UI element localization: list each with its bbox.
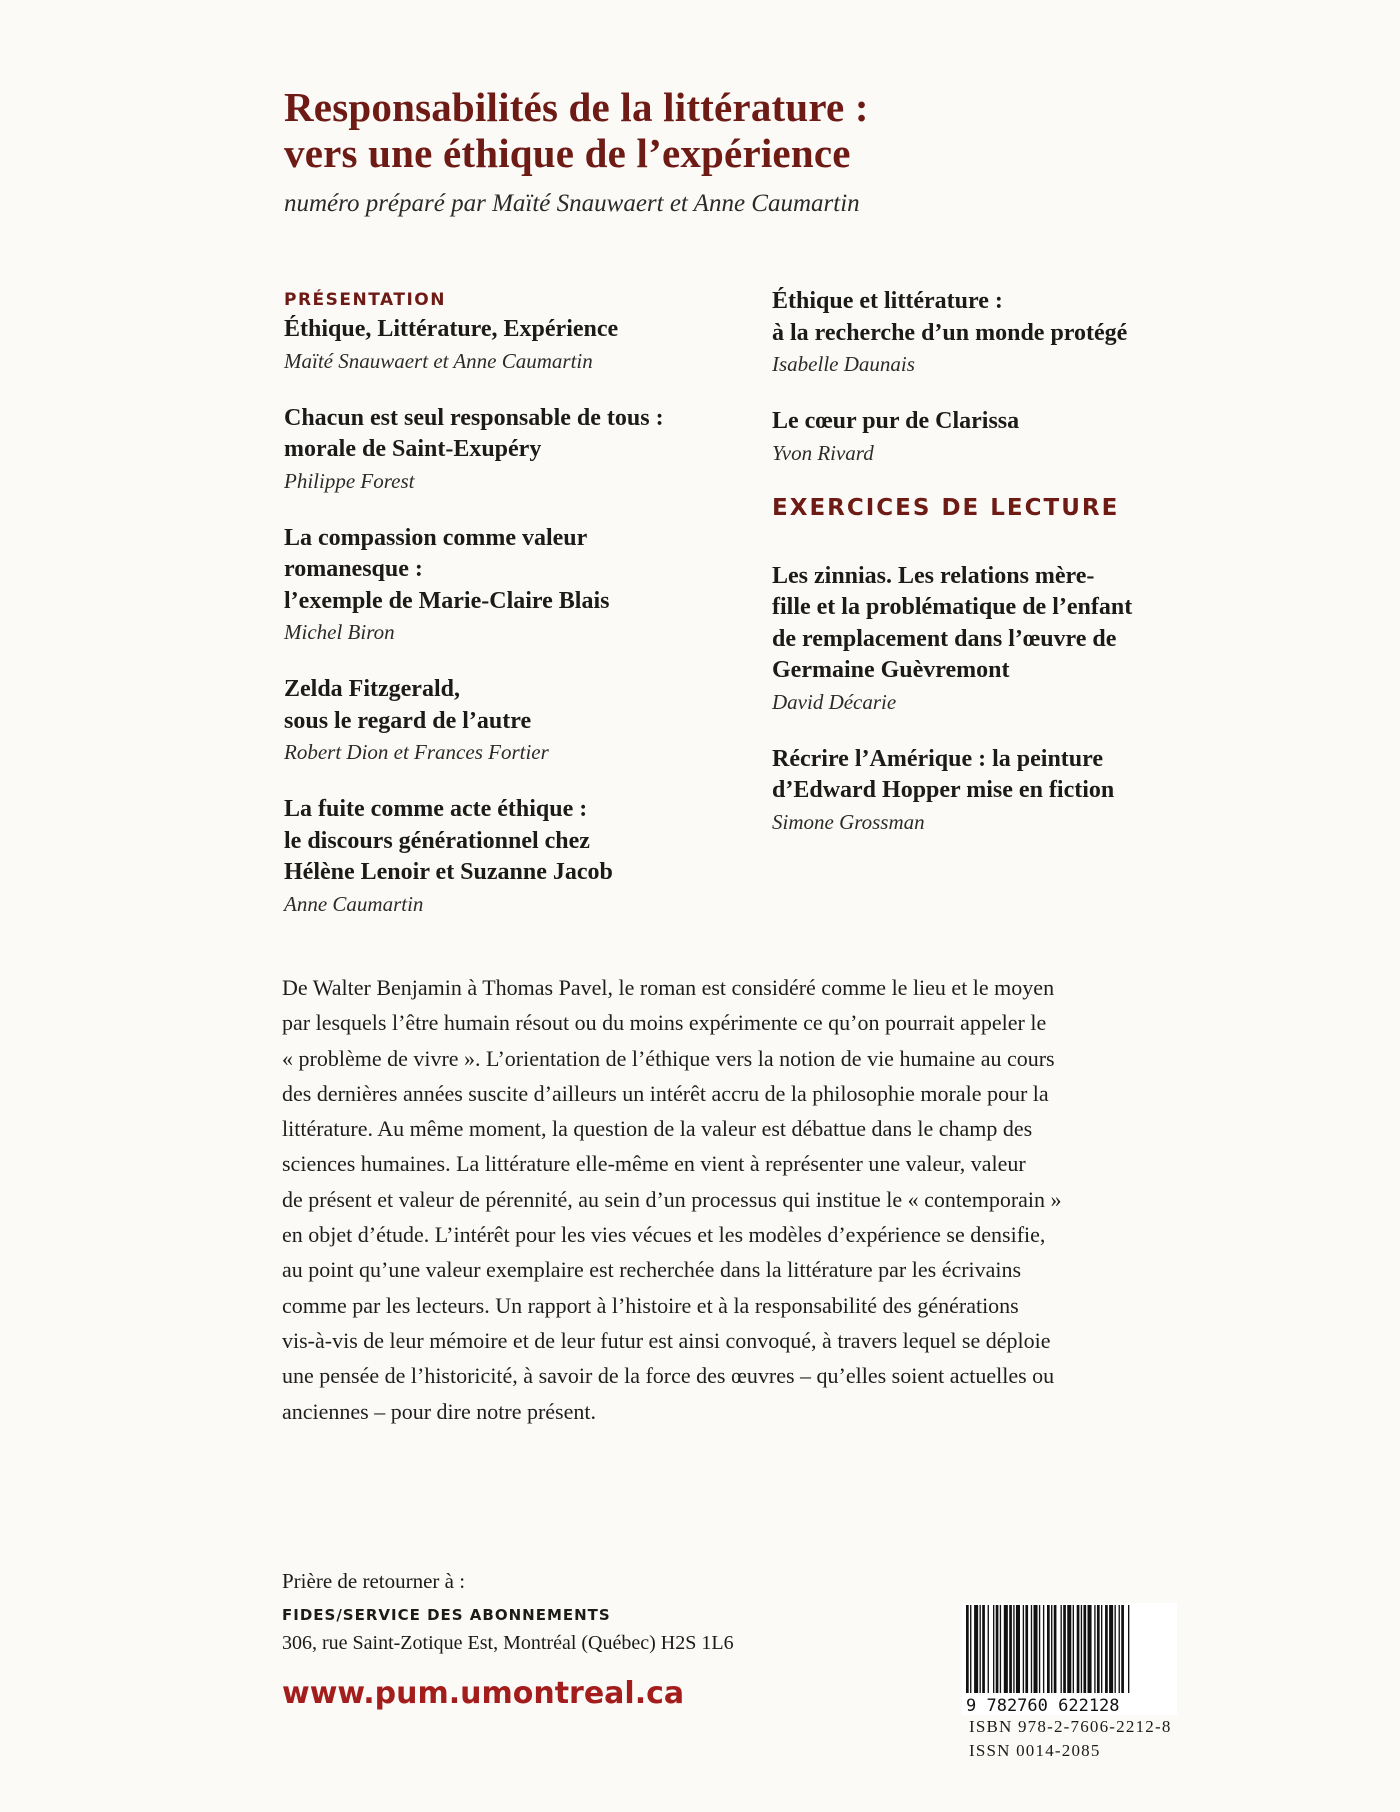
barcode-bar	[1077, 1605, 1080, 1693]
barcode-bar	[1105, 1605, 1108, 1693]
barcode-bar	[1067, 1605, 1071, 1693]
barcode-icon	[962, 1603, 1177, 1715]
description-paragraph	[282, 970, 1162, 1429]
toc-entry-title-line: sous le regard de l’autre	[284, 707, 532, 734]
toc-entry-title-line: à la recherche d’un monde protégé	[772, 319, 1128, 346]
toc-entry-title-line: Zelda Fitzgerald,	[284, 676, 460, 702]
description-line: comme par les lecteurs. Un rapport à l’histoire et à la responsabilité des générations	[282, 1292, 1019, 1318]
return-organization: FIDES/SERVICE DES ABONNEMENTS	[282, 1606, 611, 1624]
website-link[interactable]: www.pum.umontreal.ca	[282, 1676, 685, 1711]
description-line: des dernières années suscite d’ailleurs un intérêt accru de la philosophie morale pour la	[282, 1080, 1049, 1106]
toc-entry-author: Michel Biron	[284, 620, 395, 644]
toc-entry-title-line: de remplacement dans l’œuvre de	[772, 625, 1117, 652]
barcode-bar	[1109, 1605, 1113, 1693]
description-line: « problème de vivre ». L’orientation de l’éthique vers la notion de vie humaine au cours	[282, 1045, 1055, 1071]
section-exercices: EXERCICES DE LECTURE	[772, 494, 1120, 521]
toc-entry-title-line: La compassion comme valeur	[284, 524, 588, 551]
barcode-bar	[1061, 1605, 1062, 1693]
subtitle: numéro préparé par Maïté Snauwaert et Anne Caumartin	[284, 190, 860, 217]
barcode-bar	[1128, 1605, 1129, 1693]
toc-entry	[772, 744, 1242, 838]
return-label: Prière de retourner à :	[282, 1569, 466, 1593]
barcode-bar	[1094, 1605, 1095, 1693]
toc-right-column	[772, 286, 1242, 864]
left-entries	[284, 314, 754, 920]
toc-entry	[284, 674, 754, 768]
issn-number: ISSN 0014-2085	[969, 1741, 1101, 1760]
barcode-bar	[1047, 1605, 1050, 1693]
barcode-bar	[996, 1605, 999, 1693]
toc-entry-title-line: Éthique et littérature :	[772, 288, 1003, 314]
toc-entry	[772, 561, 1242, 718]
description-line: vis-à-vis de leur mémoire et de leur futur est ainsi convoqué, à travers lequel se déploie	[282, 1327, 1051, 1353]
description-line: en objet d’étude. L’intérêt pour les vies vécues et les modèles d’expérience se densifie,	[282, 1222, 1046, 1248]
return-street-address: 306, rue Saint-Zotique Est, Montréal (Québec) H2S 1L6	[282, 1632, 734, 1654]
barcode-bar	[1119, 1605, 1120, 1693]
barcode-bar	[1039, 1605, 1040, 1693]
toc-entry-title-line: Germaine Guèvremont	[772, 657, 1010, 683]
toc-entry-author: Isabelle Daunais	[772, 352, 915, 376]
toc-entry	[284, 523, 754, 649]
barcode-bar	[980, 1605, 981, 1693]
toc-entry-author: Robert Dion et Frances Fortier	[284, 740, 549, 764]
description-line: une pensée de l’historicité, à savoir de la force des œuvres – qu’elles soient actuelles ou	[282, 1363, 1055, 1389]
barcode-bar	[1016, 1605, 1020, 1693]
right-entries-top	[772, 286, 1242, 469]
toc-entry-title-line: La fuite comme acte éthique :	[284, 796, 588, 822]
toc-entry-title-line: Les zinnias. Les relations mère-	[772, 562, 1095, 589]
description-line: de présent et valeur de pérennité, au sein d’un processus qui institue le « contemporain »	[282, 1186, 1062, 1212]
isbn-number: ISBN 978-2-7606-2212-8	[969, 1717, 1172, 1736]
barcode-bar	[966, 1605, 969, 1693]
title-line-1: Responsabilités de la littérature :	[284, 84, 869, 130]
toc-entry	[772, 286, 1242, 380]
toc-entry-author: Anne Caumartin	[284, 891, 424, 916]
toc-entry-title-line: fille et la problématique de l’enfant	[772, 594, 1133, 620]
toc-entry-author: David Décarie	[772, 689, 897, 714]
barcode-bar	[988, 1605, 989, 1693]
description-line: sciences humaines. La littérature elle-même en vient à représenter une valeur, valeur	[282, 1151, 1026, 1177]
title-line-2: vers une éthique de l’expérience	[284, 130, 851, 176]
barcode-bar	[1054, 1605, 1057, 1693]
description-line: De Walter Benjamin à Thomas Pavel, le roman est considéré comme le lieu et le moyen	[282, 975, 1055, 1000]
barcode-bar	[1097, 1605, 1100, 1693]
barcode-bar	[1081, 1605, 1082, 1693]
return-address-block	[282, 1566, 734, 1655]
barcode-bar	[1073, 1605, 1074, 1693]
barcode-bar	[1013, 1605, 1014, 1693]
toc-entry-author: Philippe Forest	[284, 468, 415, 493]
barcode-bar	[982, 1605, 985, 1693]
toc-entry-author: Maïté Snauwaert et Anne Caumartin	[284, 348, 593, 373]
description-line: par lesquels l’être humain résout ou du moins expérimente ce qu’on pourrait appeler le	[282, 1010, 1047, 1036]
barcode-bar	[1063, 1605, 1066, 1693]
barcode-bar	[1088, 1605, 1092, 1693]
barcode-bar	[993, 1605, 994, 1693]
barcode-block	[962, 1603, 1182, 1763]
barcode-bar	[1101, 1605, 1102, 1693]
toc-entry-title-line: d’Edward Hopper mise en fiction	[772, 777, 1115, 803]
toc-entry-title-line: morale de Saint-Exupéry	[284, 436, 542, 462]
barcode-bar	[1051, 1605, 1052, 1693]
barcode-bar	[970, 1605, 971, 1693]
barcode-bar	[1025, 1605, 1028, 1693]
toc-entry	[284, 403, 754, 497]
barcode-bar	[1031, 1605, 1032, 1693]
toc-entry-title-line: Hélène Lenoir et Suzanne Jacob	[284, 859, 613, 885]
toc-entry	[772, 406, 1242, 469]
barcode-bar	[1023, 1605, 1024, 1693]
barcode-bar	[1000, 1605, 1001, 1693]
toc-entry-title-line: Chacun est seul responsable de tous :	[284, 404, 664, 431]
barcode-digits: 9 782760 622128	[966, 1696, 1120, 1715]
barcode-bar	[1121, 1605, 1124, 1693]
right-entries-bottom	[772, 561, 1242, 838]
toc-entry-title-line: Le cœur pur de Clarissa	[772, 408, 1020, 434]
description-line: anciennes – pour dire notre présent.	[282, 1398, 596, 1424]
toc-entry-title-line: Éthique, Littérature, Expérience	[284, 316, 619, 342]
toc-entry-author: Yvon Rivard	[772, 440, 874, 465]
toc-entry-title-line: le discours générationnel chez	[284, 827, 590, 854]
toc-entry-title-line: Récrire l’Amérique : la peinture	[772, 745, 1104, 772]
barcode-bar	[974, 1605, 978, 1693]
barcode-bar	[1034, 1605, 1038, 1693]
barcode-bar	[1083, 1605, 1086, 1693]
toc-entry	[284, 314, 754, 377]
toc-entry-author: Simone Grossman	[772, 809, 925, 834]
description-line: littérature. Au même moment, la question de la valeur est débattue dans le champ des	[282, 1116, 1033, 1142]
barcode-bar	[1043, 1605, 1044, 1693]
description-line: au point qu’une valeur exemplaire est recherchée dans la littérature par les écrivains	[282, 1257, 1022, 1283]
barcode-bar	[1009, 1605, 1012, 1693]
toc-entry-title-line: l’exemple de Marie-Claire Blais	[284, 587, 610, 614]
barcode-bar	[1115, 1605, 1116, 1693]
section-presentation: PRÉSENTATION	[284, 290, 446, 310]
toc-entry	[284, 794, 754, 920]
title-block	[284, 84, 1284, 218]
barcode-bar	[1004, 1605, 1008, 1693]
toc-entry-title-line: romanesque :	[284, 556, 423, 582]
toc-left-column	[284, 290, 754, 946]
